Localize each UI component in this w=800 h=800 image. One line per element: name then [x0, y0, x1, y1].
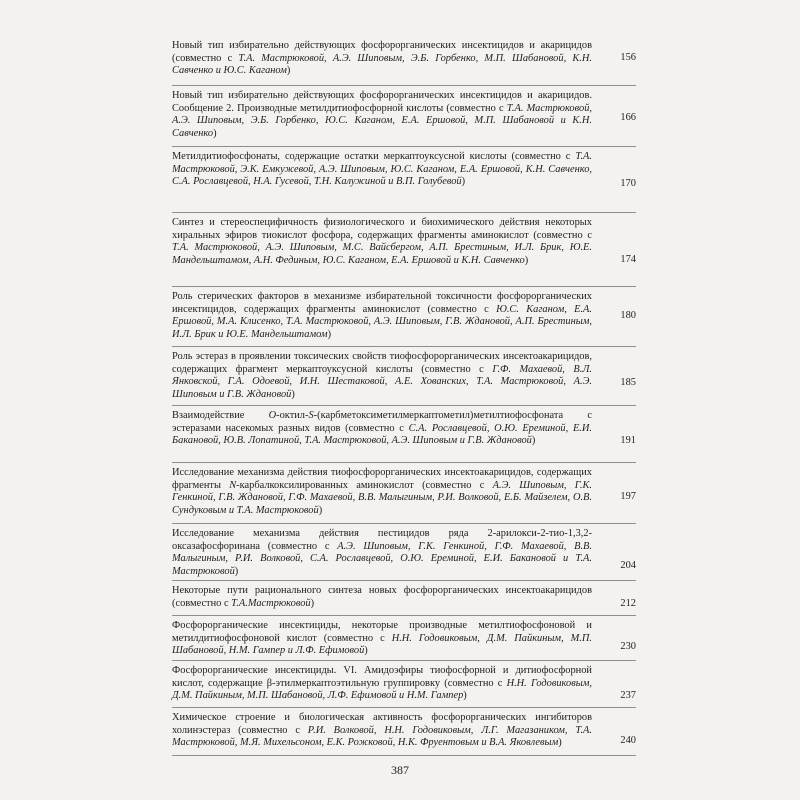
divider — [172, 523, 636, 524]
page-ref-5: 180 — [620, 310, 636, 321]
page-number: 387 — [391, 763, 409, 777]
toc-entry-5: Роль стерических факторов в механизме избирательной токсичности фосфорорганических инсектицидов, содержащих фрагменты аминокислот (совместно с Ю.С. Каганом, Е.А. Ершовой, М.А. Клисенко, Т.А. Мастрюковой, А.Э. Шиповым, Г.В. Ждановой, А.П. Брестиным, И.Л. Брик и Ю.Е. Мандельштамом) — [172, 291, 593, 340]
page-ref-1: 156 — [620, 52, 636, 63]
toc-entry-4: Синтез и стереоспецифичность физиологического и биохимического действия некоторых хиральных эфиров тиокислот фосфора, содержащих фрагменты аминокислот (совместно с Т.А. Мастрюковой, А.Э. Шиповым, М.С. Вайсбергом, А.П. Брестиным, И.Л. Брик, Ю.Е. Мандельштамом, А.Н. Фединым, Ю.С. Каганом, Е.А. Ершовой и К.Н. Савченко) — [172, 217, 592, 266]
toc-entry-3: Метилдитиофосфонаты, содержащие остатки меркаптоуксусной кислоты (совместно с Т.А. Мастрюковой, Э.К. Емкужевой, А.Э. Шиповым, Ю.С. Каганом, Е.А. Ершовой, К.Н. Савченко, С.А. Рославцевой, Н.А. Гусевой, Т.Н. Калужиной и В.П. Голубевой) — [172, 151, 592, 188]
divider — [172, 346, 636, 347]
divider — [172, 212, 636, 213]
divider — [172, 286, 636, 287]
toc-entry-10: Некоторые пути рационального синтеза новых фосфорорганических инсектоакарицидов (совместно с Т.А.Мастрюковой) — [172, 585, 592, 609]
divider — [172, 755, 636, 756]
page-ref-11: 230 — [620, 641, 636, 652]
toc-entry-8: Исследование механизма действия тиофосфорорганических инсектоакарицидов, содержащих фрагменты N-карбалкоксилированных аминокислот (совместно с А.Э. Шиповым, Г.К. Генкиной, Г.В. Ждановой, Г.Ф. Махаевой, В.В. Малыгиным, Р.И. Волковой, Е.Б. Майзелем, О.В. Сундуковым и Т.А. Мастрюковой) — [172, 467, 592, 516]
divider — [172, 615, 636, 616]
toc-entry-7: Взаимодействие О-октил-S-(карбметоксиметилмеркаптометил)метилтиофосфоната с эстеразами насекомых разных видов (совместно с С.А. Рославцевой, О.Ю. Ереминой, Е.И. Бакановой, Ю.В. Лопатиной, Т.А. Мастрюковой, А.Э. Шиповым и Г.В. Ждановой) — [172, 410, 593, 447]
divider — [172, 580, 636, 581]
page-ref-12: 237 — [620, 690, 636, 701]
divider — [172, 85, 636, 86]
page-ref-4: 174 — [620, 254, 636, 265]
page-ref-9: 204 — [620, 560, 636, 571]
divider — [172, 660, 636, 661]
divider — [172, 462, 636, 463]
divider — [172, 146, 636, 147]
page-ref-10: 212 — [620, 598, 636, 609]
toc-entry-11: Фосфорорганические инсектициды, некоторые производные метилтиофосфоновой и метилдитиофосфоновой кислот (совместно с Н.Н. Годовиковым, Д.М. Пайкиным, М.П. Шабановой, Н.М. Гампер и Л.Ф. Ефимовой) — [172, 620, 592, 657]
toc-entry-13: Химическое строение и биологическая активность фосфорорганических ингибиторов холинэстераз (совместно с Р.И. Волковой, Н.Н. Годовиковым, Л.Г. Магазаником, Т.А. Мастрюковой, М.Я. Михельсоном, Е.К. Рожковой, Н.К. Фруентовым и В.А. Яковлевым) — [172, 712, 592, 749]
page-ref-3: 170 — [620, 178, 636, 189]
toc-entry-6: Роль эстераз в проявлении токсических свойств тиофосфорорганических инсектоакарицидов, содержащих фрагмент меркаптоуксусной кислоты (совместно с Г.Ф. Махаевой, В.Л. Янковской, Г.А. Одоевой, И.Н. Шестаковой, А.Е. Хованских, Т.А. Мастрюковой, А.Э. Шиповым и Г.В. Ждановой) — [172, 351, 592, 400]
toc-entry-12: Фосфорорганические инсектициды. VI. Амидоэфиры тиофосфорной и дитиофосфорной кислот, содержащие β-этилмеркаптоэтильную группировку (совместно с Н.Н. Годовиковым, Д.М. Пайкиным, М.П. Шабановой, Л.Ф. Ефимовой и Н.М. Гампер) — [172, 665, 592, 702]
toc-entry-2: Новый тип избирательно действующих фосфорорганических инсектицидов и акарицидов. Сообщение 2. Производные метилдитиофосфорной кислоты (совместно с Т.А. Мастрюковой, А.Э. Шиповым, Э.Б. Горбенко, Ю.С. Каганом, Е.А. Ершовой, М.П. Шабановой и К.Н. Савченко) — [172, 90, 592, 139]
page-ref-13: 240 — [620, 735, 636, 746]
page-ref-7: 191 — [620, 435, 636, 446]
divider — [172, 405, 636, 406]
divider — [172, 707, 636, 708]
toc-entry-9: Исследование механизма действия пестицидов ряда 2-арилокси-2-тио-1,3,2-оксазафосфоринана (совместно с А.Э. Шиповым, Г.К. Генкиной, Г.Ф. Махаевой, В.В. Малыгиным, Р.И. Волковой, С.А. Рославцевой, О.Ю. Ереминой, Е.И. Бакановой и Т.А. Мастрюковой) — [172, 528, 592, 577]
page-ref-6: 185 — [620, 377, 636, 388]
page-ref-8: 197 — [620, 491, 636, 502]
toc-entry-1: Новый тип избирательно действующих фосфорорганических инсектицидов и акарицидов (совместно с Т.А. Мастрюковой, А.Э. Шиповым, Э.Б. Горбенко, М.П. Шабановой, К.Н. Савченко и Ю.С. Каганом) — [172, 40, 592, 77]
page-ref-2: 166 — [620, 112, 636, 123]
